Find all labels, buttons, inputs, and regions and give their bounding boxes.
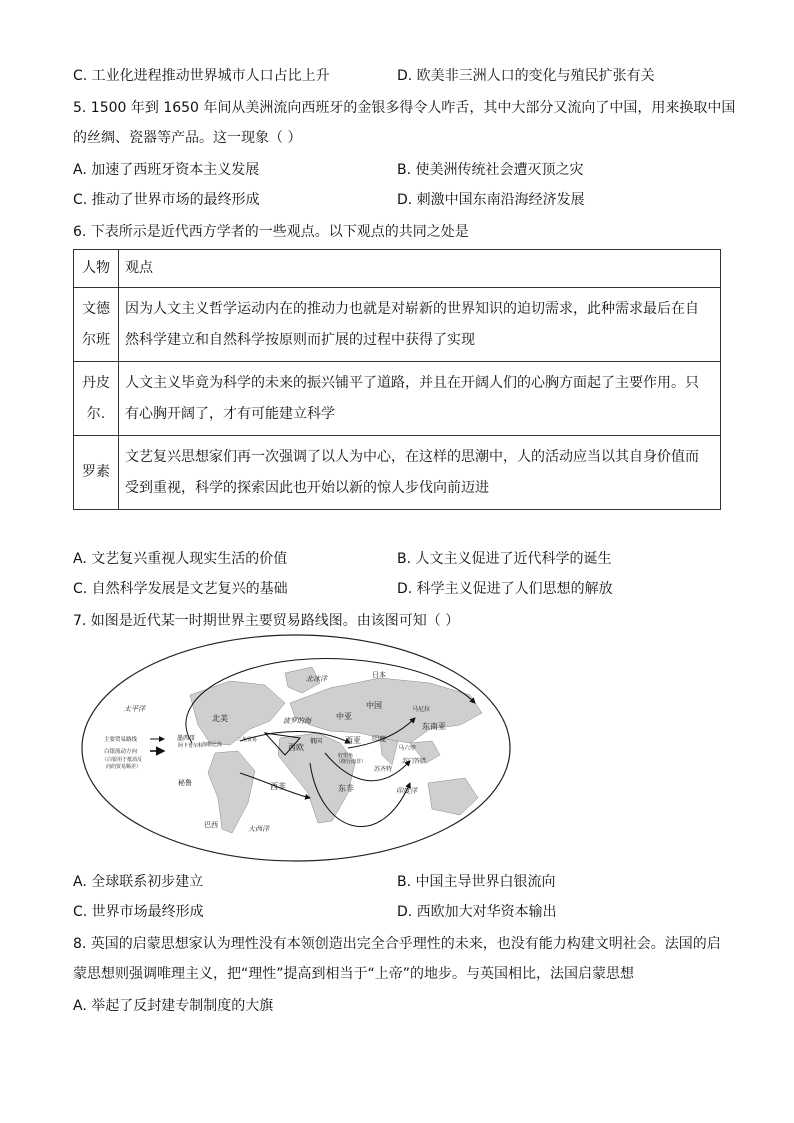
- view-line1: 因为人文主义哲学运动内在的推动力也就是对崭新的世界知识的迫切需求，此种需求最后在自: [125, 300, 699, 317]
- person-cell: [74, 288, 119, 362]
- view-line2: 受到重视，科学的探索因此也开始以新的惊人步伐向前迈进: [125, 479, 489, 496]
- header-view: 观点: [119, 250, 721, 288]
- person-line1: 文德: [82, 300, 110, 317]
- label-philippines: 马尼拉: [412, 706, 431, 713]
- q5-option-b: B. 使美洲传统社会遭灭顶之灾: [397, 162, 584, 178]
- label-baltic: 波罗的海: [283, 717, 311, 725]
- view-cell: [119, 288, 721, 362]
- q7-option-d: D. 西欧加大对华资本输出: [397, 904, 557, 920]
- person-line1: 丹皮: [82, 374, 110, 391]
- q6-option-c: C. 自然科学发展是文艺复兴的基础: [73, 581, 288, 597]
- person-line2: 尔.: [86, 405, 106, 422]
- q8-stem-line2: 蒙思想则强调唯理主义，把“理性”提高到相当于“上帝”的地步。与英国相比，法国启蒙思想: [73, 966, 635, 982]
- label-atlantic: 大西洋: [248, 825, 269, 833]
- trade-map-svg: [80, 633, 512, 863]
- label-caribbean: 加勒比海: [202, 742, 223, 748]
- label-central-asia: 中亚: [336, 712, 352, 721]
- label-southeast-asia: 东南亚: [422, 722, 446, 731]
- label-west-asia: 西亚: [345, 736, 361, 745]
- label-sumatra: 苏门答腊: [402, 758, 427, 765]
- q6-option-d: D. 科学主义促进了人们思想的解放: [397, 581, 613, 597]
- q5-option-d: D. 刺激中国东南沿海经济发展: [397, 192, 585, 208]
- legend-silver-note2: 向的贸易顺差）: [106, 764, 142, 770]
- q4-option-d: D. 欧美非三洲人口的变化与殖民扩张有关: [397, 68, 655, 84]
- q5-option-a: A. 加速了西班牙资本主义发展: [73, 162, 260, 178]
- label-cape: 好望角: [338, 753, 354, 759]
- q7-option-c: C. 世界市场最终形成: [73, 904, 204, 920]
- view-line1: 文艺复兴思想家们再一次强调了以人为中心，在这样的思潮中，人的活动应当以其自身价值而: [125, 448, 699, 465]
- q8-option-a: A. 举起了反封建专制制度的大旗: [73, 998, 274, 1014]
- label-west-europe: 西欧: [288, 743, 304, 752]
- q7-option-a: A. 全球联系初步建立: [73, 874, 204, 890]
- q6-stem: 6. 下表所示是近代西方学者的一些观点。以下观点的共同之处是: [73, 224, 469, 240]
- label-india: 印度: [372, 735, 386, 743]
- view-cell: [119, 436, 721, 510]
- label-arctic: 北冰洋: [306, 675, 327, 683]
- label-west-africa: 西非: [270, 782, 286, 791]
- person-line1: 罗素: [82, 464, 110, 480]
- person-line2: 尔班: [82, 331, 110, 348]
- label-cape-route: （绕行南非）: [336, 759, 367, 765]
- view-cell: [119, 362, 721, 436]
- q5-stem-line2: 的丝绸、瓷器等产品。这一现象（ ）: [73, 130, 302, 146]
- person-cell: [74, 436, 119, 510]
- q5-option-c: C. 推动了世界市场的最终形成: [73, 192, 260, 208]
- label-brazil: 巴西: [204, 821, 218, 829]
- label-east-africa: 东非: [338, 784, 354, 793]
- q8-stem-line1: 8. 英国的启蒙思想家认为理性没有本领创造出完全合乎理性的未来，也没有能力构建文明社会。法国的启: [73, 936, 721, 952]
- view-line2: 有心胸开阔了，才有可能建立科学: [125, 405, 335, 422]
- view-line1: 人文主义毕竟为科学的未来的振兴铺平了道路，并且在开阔人们的心胸方面起了主要作用。只: [125, 374, 699, 391]
- legend-silver-label: 白银流动方向: [104, 749, 138, 755]
- label-zanzibar: 苏齐特: [374, 766, 393, 773]
- label-mexico: 墨西哥: [177, 735, 196, 742]
- label-triangle: 三角贸易: [237, 737, 258, 743]
- label-acapulco: 阿卡普尔科: [178, 743, 204, 749]
- table-row: [74, 288, 721, 362]
- table-row: [74, 362, 721, 436]
- label-peru: 秘鲁: [178, 779, 192, 787]
- table-header-row: [74, 250, 721, 288]
- legend-silver-note1: （白银用于抵消反: [102, 757, 143, 763]
- q6-table: [73, 249, 721, 510]
- label-pacific: 太平洋: [124, 705, 145, 713]
- q6-option-b: B. 人文主义促进了近代科学的诞生: [397, 551, 612, 567]
- q7-option-b: B. 中国主导世界白银流向: [397, 874, 556, 890]
- q6-option-a: A. 文艺复兴重视人现实生活的价值: [73, 551, 288, 567]
- label-china: 中国: [366, 701, 382, 710]
- label-russia: 俄国: [310, 738, 323, 745]
- table-row: [74, 436, 721, 510]
- q4-option-c: C. 工业化进程推动世界城市人口占比上升: [73, 68, 330, 84]
- label-indian-ocean: 印度洋: [396, 787, 417, 795]
- label-north-america: 北美: [212, 714, 228, 723]
- label-malacca: 马六甲: [398, 745, 417, 752]
- q5-stem-line1: 5. 1500 年到 1650 年间从美洲流向西班牙的金银多得令人咋舌，其中大部分又流向了中国，用来换取中国: [73, 100, 736, 116]
- trade-route-map: [80, 633, 512, 863]
- view-line2: 然科学建立和自然科学按原则而扩展的过程中获得了实现: [125, 331, 475, 348]
- legend-route-label: 主要贸易路线: [104, 737, 138, 743]
- q7-stem: 7. 如图是近代某一时期世界主要贸易路线图。由该图可知（ ）: [73, 613, 460, 629]
- person-cell: [74, 362, 119, 436]
- header-person: 人物: [74, 250, 119, 288]
- label-japan: 日本: [372, 671, 386, 679]
